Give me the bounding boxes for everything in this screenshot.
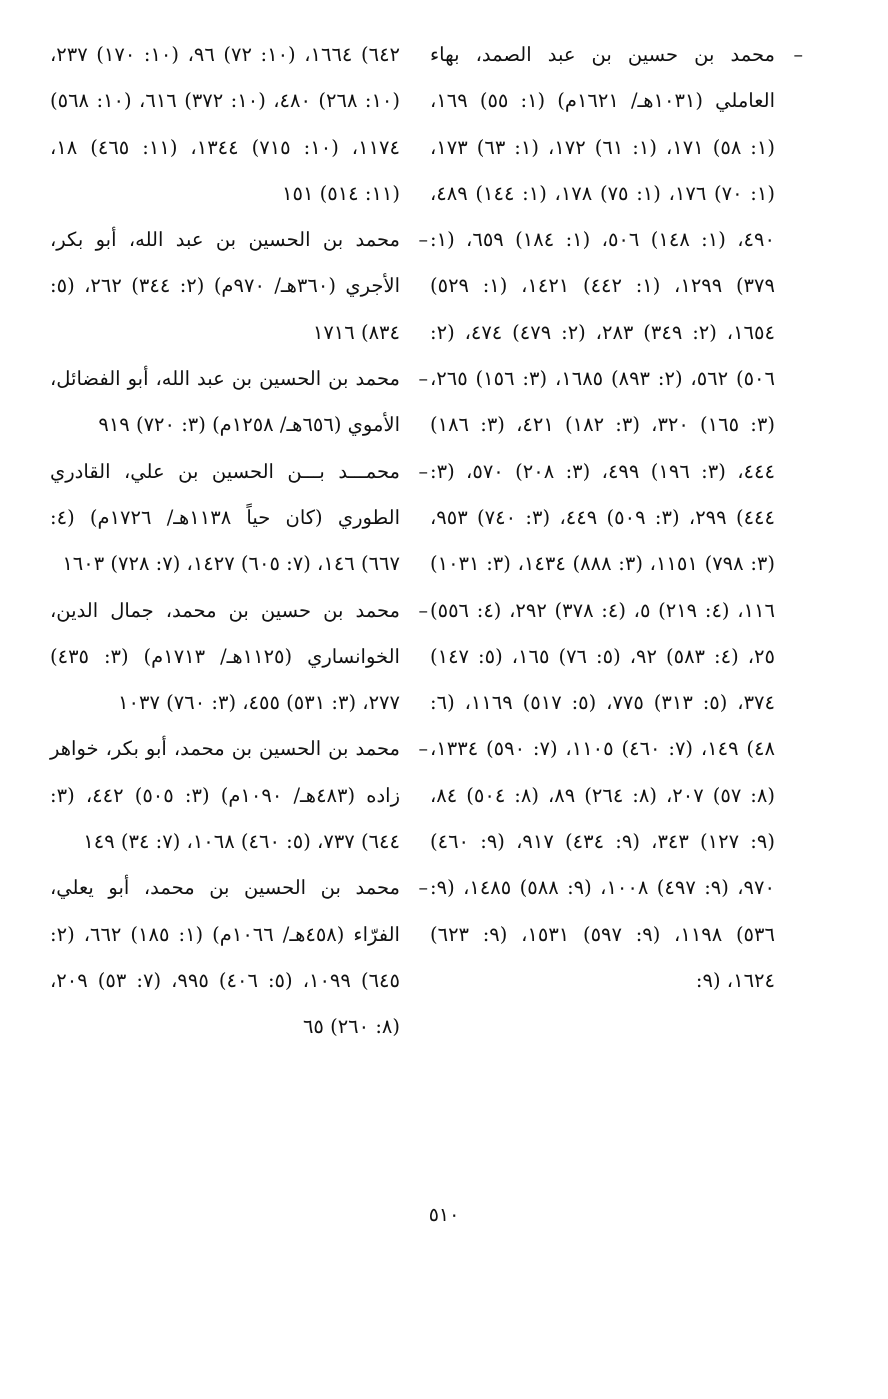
- entry-dash: –: [418, 599, 428, 622]
- index-entry: [430, 32, 803, 1004]
- entry-dash: –: [418, 229, 428, 252]
- entry-text: ٦٤٢) ١٦٦٤، (١٠: ٧٢) ٩٦، (١٠: ١٧٠) ٢٣٧، (١٠: ٢٦٨) ٤٨٠، (١٠: ٣٧٢) ٦١٦، (١٠: ٥٦٨) ١١٧٤، (١٠: ٧١٥) ١٣٤٤، (١١: ٤٦٥) ١٨، (١١: ٥١٤) ١٥١: [50, 43, 401, 205]
- entry-dash: –: [418, 368, 428, 391]
- entry-dash: –: [418, 738, 428, 761]
- left-column: [50, 32, 428, 1051]
- entry-text: محمد بن الحسين بن عبد الله، أبو بكر، الأجري (٣٦٠هـ/ ٩٧٠م) (٢: ٣٤٤) ٢٦٢، (٥: ٨٣٤) ١٧١٦: [50, 228, 400, 344]
- index-entry: [50, 588, 428, 727]
- index-entry: [50, 449, 428, 588]
- entry-text: محمد بن الحسين بن عبد الله، أبو الفضائل، الأموي (٦٥٦هـ/ ١٢٥٨م) (٣: ٧٢٠) ٩١٩: [50, 367, 400, 437]
- index-entry: [50, 865, 428, 1050]
- index-entry-continuation: [50, 32, 400, 217]
- index-entry: [50, 356, 428, 449]
- entry-dash: –: [793, 44, 803, 66]
- entry-text: محمـــد بـــن الحسين بن علي، القادري الطوري (كان حياً ١١٣٨هـ/ ١٧٢٦م) (٤: ٦٦٧) ١٤٦، (٧: ٦٠٥) ١٤٢٧، (٧: ٧٢٨) ١٦٠٣: [50, 459, 400, 576]
- index-entry: [50, 217, 428, 356]
- entry-dash: –: [418, 877, 428, 900]
- right-column: [430, 32, 803, 1004]
- entry-text: محمد بن حسين بن محمد، جمال الدين، الخوانساري (١١٢٥هـ/ ١٧١٣م) (٣: ٤٣٥) ٢٧٧، (٣: ٥٣١) ٤٥٥، (٣: ٧٦٠) ١٠٣٧: [50, 598, 400, 715]
- entry-text: محمد بن حسين بن عبد الصمد، بهاء العاملي (١٠٣١هـ/ ١٦٢١م) (١: ٥٥) ١٦٩، (١: ٥٨) ١٧١، (١: ٦١) ١٧٢، (١: ٦٣) ١٧٣، (١: ٧٠) ١٧٦، (١: ٧٥) ١٧٨، (١: ١٤٤) ٤٨٩، ٤٩٠، (١: ١٤٨) ٥٠٦، (١: ١٨٤) ٦٥٩، (١: ٣٧٩) ١٢٩٩، (١: ٤٤٢) ١٤٢١، (١: ٥٢٩) ١٦٥٤، (٢: ٣٤٩) ٢٨٣، (٢: ٤٧٩) ٤٧٤، (٢: ٥٠٦) ٥٦٢، (٢: ٨٩٣) ١٦٨٥، (٣: ١٥٦) ٢٦٥، (٣: ١٦٥) ٣٢٠، (٣: ١٨٢) ٤٢١، (٣: ١٨٦) ٤٤٤، (٣: ١٩٦) ٤٩٩، (٣: ٢٠٨) ٥٧٠، (٣: ٤٤٤) ٢٩٩، (٣: ٥٠٩) ٤٤٩، (٣: ٧٤٠) ٩٥٣، (٣: ٧٩٨) ١١٥١، (٣: ٨٨٨) ١٤٣٤، (٣: ١٠٣١) ١١٦، (٤: ٢١٩) ٥، (٤: ٣٧٨) ٢٩٢، (٤: ٥٥٦) ٢٥، (٤: ٥٨٣) ٩٢، (٥: ٧٦) ١٦٥، (٥: ١٤٧) ٣٧٤، (٥: ٣١٣) ٧٧٥، (٥: ٥١٧) ١١٦٩، (٦: ٤٨) ١٤٩، (٧: ٤٦٠) ١١٠٥، (٧: ٥٩٠) ١٣٣٤، (٨: ٥٧) ٢٠٧، (٨: ٢٦٤) ٨٩، (٨: ٥٠٤) ٨٤، (٩: ١٢٧) ٣٤٣، (٩: ٤٣٤) ٩١٧، (٩: ٤٦٠) ٩٧٠، (٩: ٤٩٧) ١٠٠٨، (٩: ٥٨٨) ١٤٨٥، (٩: ٥٣٦) ١١٩٨، (٩: ٥٩٧) ١٥٣١، (٩: ٦٢٣) ١٦٢٤، (٩:: [430, 43, 775, 992]
- entry-text: محمد بن الحسين بن محمد، أبو بكر، خواهر زاده (٤٨٣هـ/ ١٠٩٠م) (٣: ٥٠٥) ٤٤٢، (٣: ٦٤٤) ٧٣٧، (٥: ٤٦٠) ١٠٦٨، (٧: ٣٤) ١٤٩: [50, 737, 400, 854]
- entry-text: محمد بن الحسين بن محمد، أبو يعلي، الفرّاء (٤٥٨هـ/ ١٠٦٦م) (١: ١٨٥) ٦٦٢، (٢: ٦٤٥) ١٠٩٩، (٥: ٤٠٦) ٩٩٥، (٧: ٥٣) ٢٠٩، (٨: ٢٦٠) ٦٥: [50, 876, 400, 1039]
- index-entry: [50, 726, 428, 865]
- page-number: ٥١٠: [428, 1204, 460, 1226]
- entry-dash: –: [418, 460, 428, 483]
